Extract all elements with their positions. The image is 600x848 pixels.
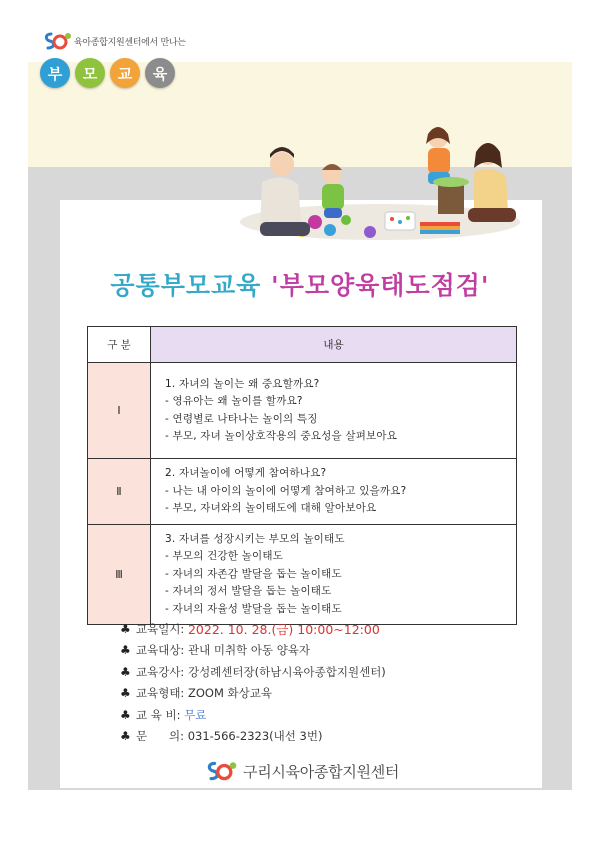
- info-row-format: [120, 683, 386, 705]
- info-value-date: 2022. 10. 28.(금) 10:00~12:00: [187, 621, 380, 637]
- main-title: [0, 266, 600, 302]
- row-label: Ⅲ: [88, 524, 151, 625]
- table-row: [88, 459, 517, 525]
- club-bullet-icon: ♣: [120, 664, 131, 679]
- parent-education-badges: [40, 58, 175, 88]
- info-value-target: 관내 미취학 아동 양육자: [187, 643, 311, 658]
- row-content: 3. 자녀를 성장시키는 부모의 놀이태도 - 부모의 건강한 놀이태도 - 자녀의 자존감 발달을 돕는 놀이태도 - 자녀의 정서 발달을 돕는 놀이태도 - 자녀의 자율성 발달을 돕는 놀이태도: [151, 524, 517, 625]
- center-logo-icon: [204, 759, 238, 783]
- info-row-fee: [120, 704, 386, 726]
- info-label: 문 의:: [136, 729, 185, 744]
- family-painting-illustration: [230, 72, 530, 252]
- footer-org-name: 구리시육아종합지원센터: [243, 762, 400, 781]
- club-bullet-icon: ♣: [120, 729, 131, 744]
- header-content: 내용: [151, 327, 517, 363]
- info-row-contact: [120, 726, 386, 748]
- table-row: [88, 363, 517, 459]
- badge-char-2: 모: [75, 58, 105, 88]
- info-label: 교육대상:: [136, 643, 185, 658]
- curriculum-table: [87, 326, 517, 625]
- row-content: 2. 자녀놀이에 어떻게 참여하나요? - 나는 내 아이의 놀이에 어떻게 참여하고 있을까요? - 부모, 자녀와의 놀이태도에 대해 알아보아요: [151, 459, 517, 525]
- info-row-target: [120, 640, 386, 662]
- club-bullet-icon: ♣: [120, 686, 131, 701]
- info-value-format: ZOOM 화상교육: [187, 686, 272, 701]
- badge-char-1: 부: [40, 58, 70, 88]
- info-label: 교육일시:: [136, 621, 185, 636]
- header-logo: [42, 30, 186, 52]
- info-label: 교육형태:: [136, 686, 185, 701]
- header-caption: 육아종합지원센터에서 만나는: [74, 37, 186, 48]
- info-label: 교육강사:: [136, 664, 185, 679]
- education-info-list: [120, 618, 386, 747]
- title-part-common: 공통부모교육: [110, 271, 262, 300]
- row-label: Ⅱ: [88, 459, 151, 525]
- info-row-date: [120, 618, 386, 640]
- row-label: Ⅰ: [88, 363, 151, 459]
- table-header-row: [88, 327, 517, 363]
- club-bullet-icon: ♣: [120, 621, 131, 636]
- header-category: 구 분: [88, 327, 151, 363]
- footer-org: [204, 759, 399, 783]
- info-value-fee: 무료: [184, 707, 207, 722]
- center-logo-icon: [42, 30, 72, 52]
- badge-char-3: 교: [110, 58, 140, 88]
- club-bullet-icon: ♣: [120, 707, 131, 722]
- badge-char-4: 육: [145, 58, 175, 88]
- info-value-contact: 031-566-2323(내선 3번): [187, 729, 323, 744]
- info-row-instructor: [120, 661, 386, 683]
- info-value-instructor: 강성례센터장(하남시육아종합지원센터): [187, 664, 386, 679]
- info-label: 교 육 비:: [136, 707, 181, 722]
- title-part-topic: '부모양육태도점검': [271, 271, 490, 300]
- club-bullet-icon: ♣: [120, 643, 131, 658]
- row-content: 1. 자녀의 놀이는 왜 중요할까요? - 영유아는 왜 놀이를 할까요? - 연령별로 나타나는 놀이의 특징 - 부모, 자녀 놀이상호작용의 중요성을 살펴보아요: [151, 363, 517, 459]
- table-row: [88, 524, 517, 625]
